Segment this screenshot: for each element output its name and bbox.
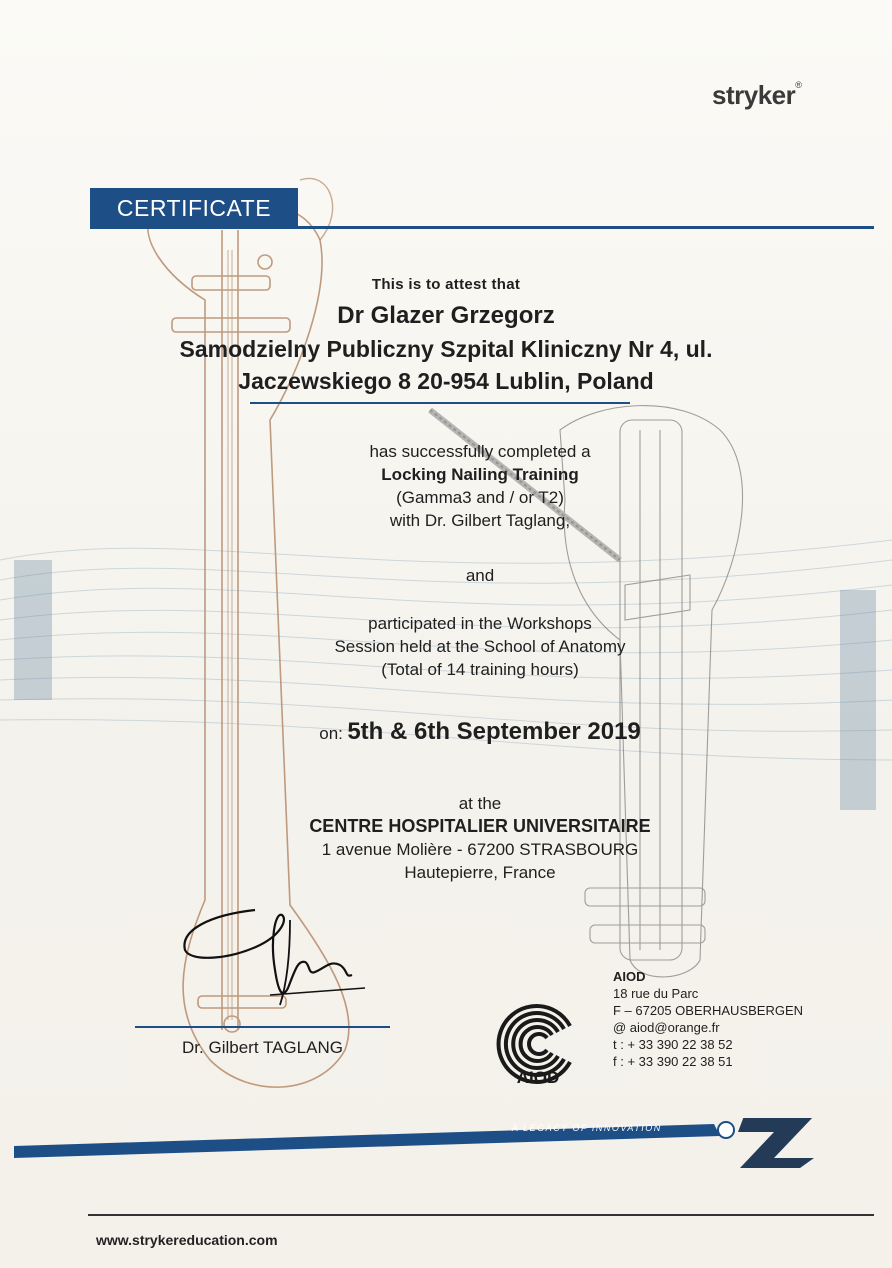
signer-name: Dr. Gilbert TAGLANG	[182, 1038, 343, 1057]
website-url: www.strykereducation.com	[96, 1232, 278, 1248]
aiod-city: F – 67205 OBERHAUSBERGEN	[613, 1003, 804, 1018]
training-block	[270, 440, 690, 532]
left-edge-pattern	[14, 560, 52, 700]
recipient-name: Dr Glazer Grzegorz	[337, 302, 555, 329]
recipient-divider	[250, 402, 630, 404]
venue-city: Hautepierre, France	[404, 863, 556, 882]
aiod-street: 18 rue du Parc	[613, 986, 699, 1001]
aiod-name: AIOD	[613, 969, 646, 984]
institution-line-2: Jaczewskiego 8 20-954 Lublin, Poland	[238, 368, 654, 394]
institution-line-1: Samodzielny Publiczny Szpital Kliniczny Nr 4, ul.	[179, 336, 713, 362]
and-line: and	[465, 566, 495, 585]
date-prefix: on:	[319, 724, 343, 743]
training-detail: (Gamma3 and / or T2)	[396, 488, 564, 507]
workshops-line-3: (Total of 14 training hours)	[381, 660, 579, 679]
right-edge-pattern	[840, 590, 876, 810]
footer-divider	[88, 1214, 874, 1216]
legacy-band	[14, 1118, 874, 1168]
venue-address: 1 avenue Molière - 67200 STRASBOURG	[321, 840, 639, 859]
training-name: Locking Nailing Training	[381, 465, 579, 484]
aiod-fax: f : + 33 390 22 38 51	[613, 1054, 733, 1069]
brand-name: stryker	[712, 80, 796, 110]
at-the: at the	[458, 794, 502, 813]
trainer-line: with Dr. Gilbert Taglang,	[389, 511, 571, 530]
header-divider	[90, 226, 874, 229]
completed-intro: has successfully completed a	[369, 442, 591, 461]
signature-line	[135, 1026, 390, 1028]
workshops-block	[270, 612, 690, 681]
certificate-tab: CERTIFICATE	[90, 188, 298, 228]
workshops-line-1: participated in the Workshops	[368, 614, 592, 633]
aiod-phone: t : + 33 390 22 38 52	[613, 1037, 733, 1052]
legacy-tagline: A LEGACY OF INNOVATION	[512, 1123, 662, 1133]
aiod-contact	[613, 968, 803, 1070]
bone-outline-right	[300, 178, 333, 240]
training-date: 5th & 6th September 2019	[347, 718, 641, 745]
aiod-logo-text: AIOD	[516, 1068, 560, 1087]
workshops-line-2: Session held at the School of Anatomy	[334, 637, 626, 656]
venue-name: CENTRE HOSPITALIER UNIVERSITAIRE	[309, 816, 651, 836]
stryker-logo	[712, 80, 801, 111]
signature	[170, 900, 390, 1010]
date-line	[270, 718, 690, 746]
registered-mark: ®	[795, 80, 802, 90]
attest-line: This is to attest that	[371, 276, 521, 293]
venue-block	[270, 792, 690, 884]
aiod-email: @ aiod@orange.fr	[613, 1020, 720, 1035]
